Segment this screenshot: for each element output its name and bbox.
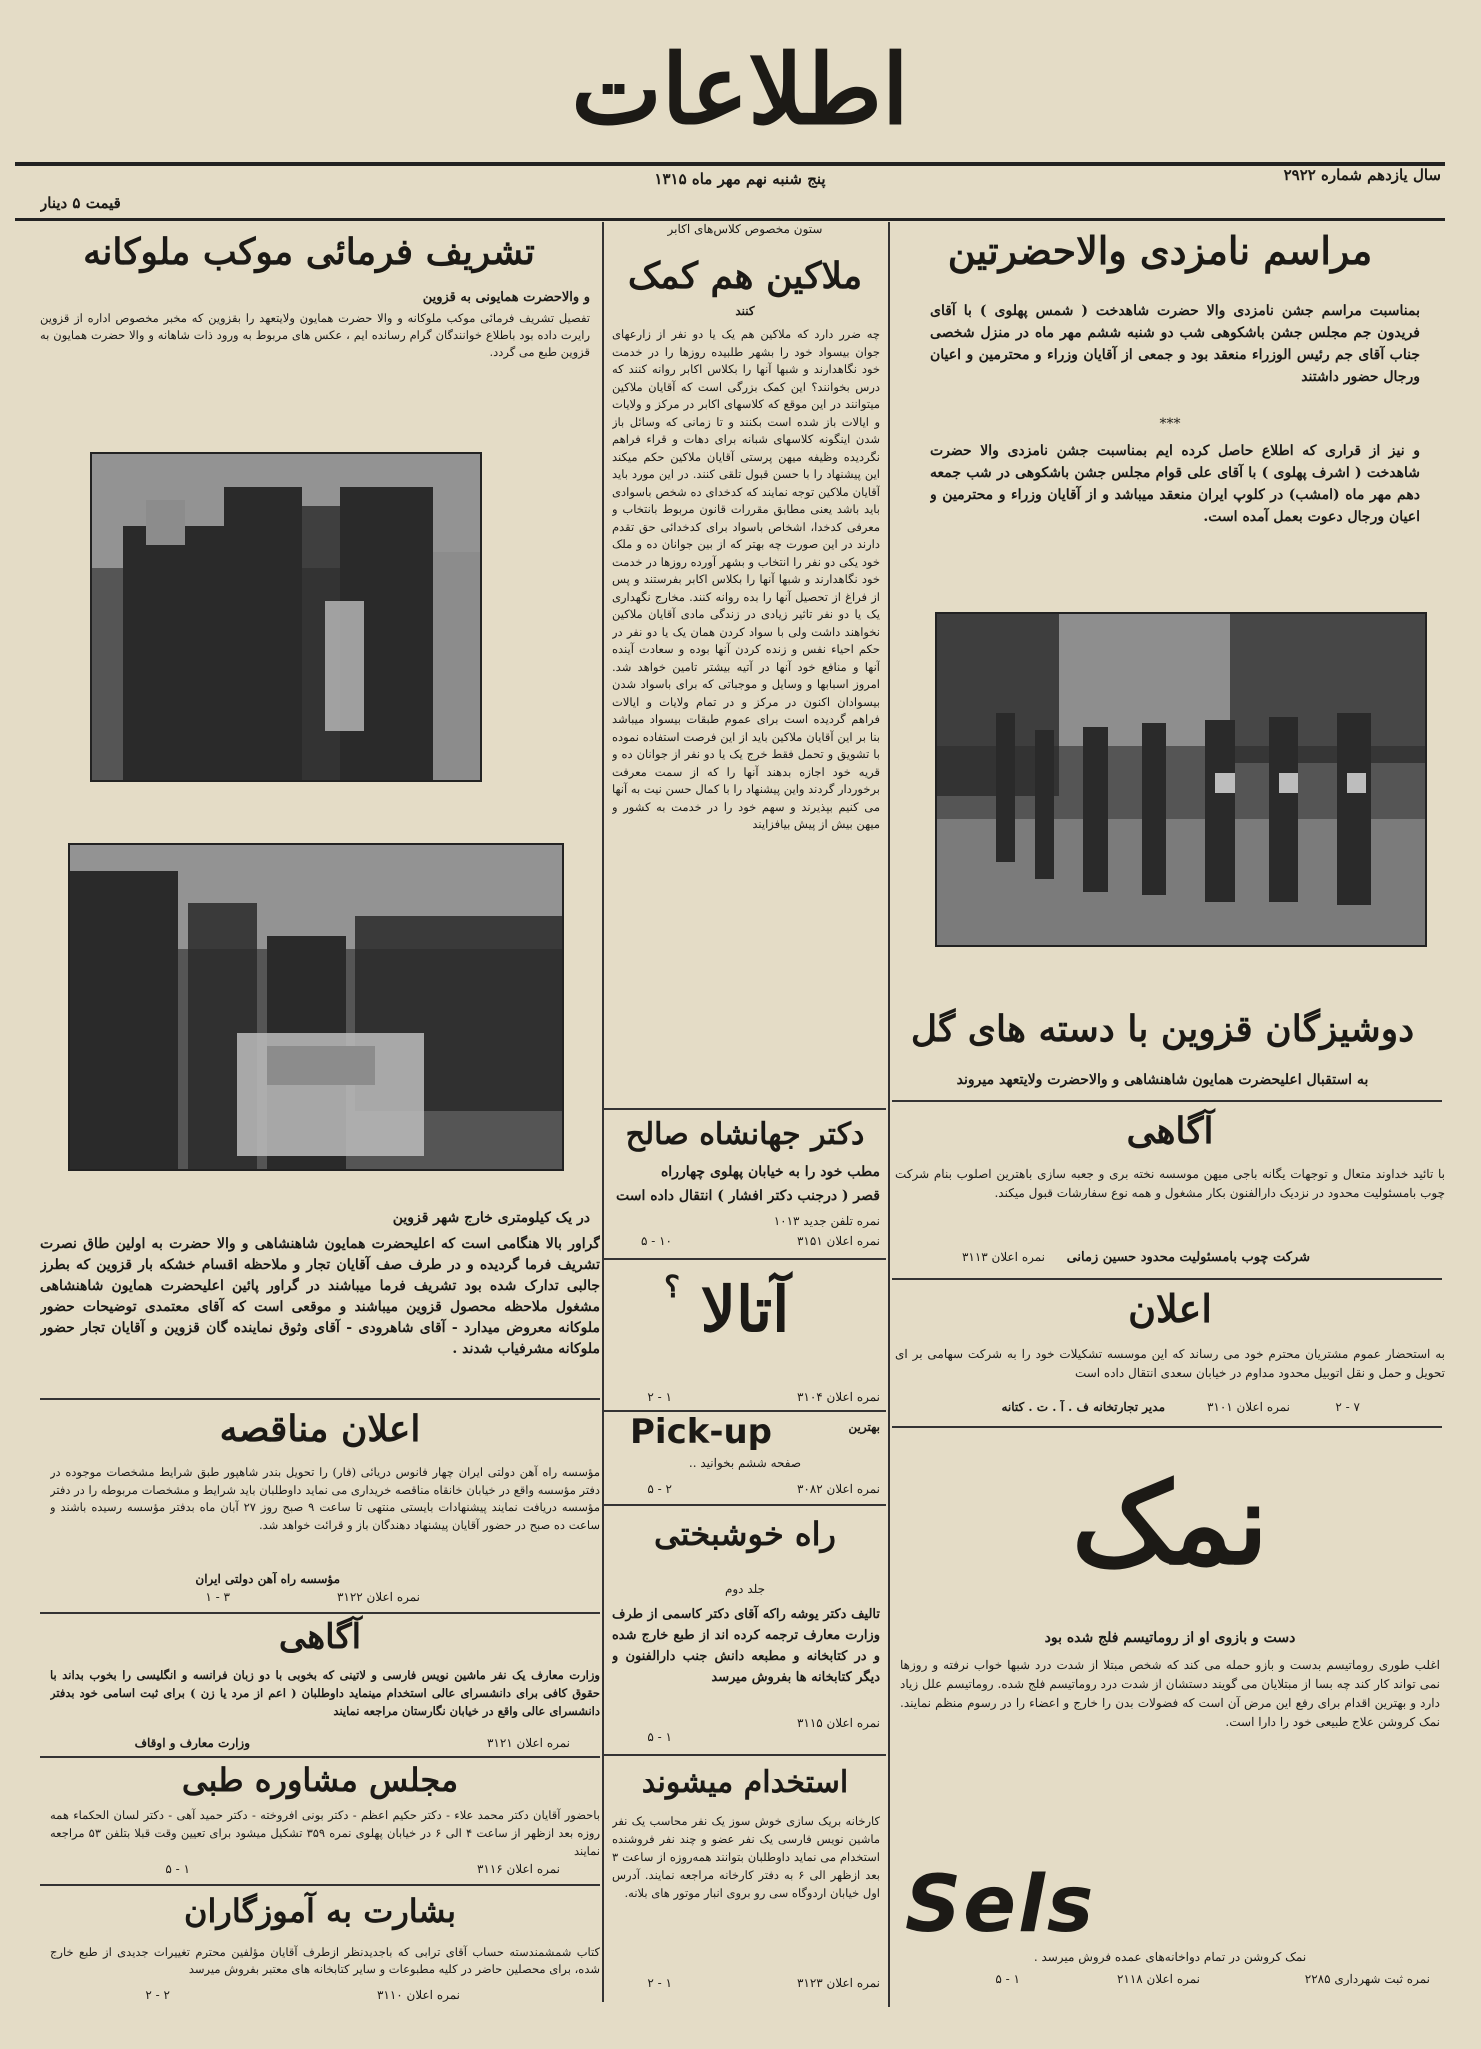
elan-company-code: ۷ - ۲	[1335, 1400, 1360, 1414]
elan-company-body: به استحضار عموم مشتریان محترم خود می رساند که این موسسه تشکیلات خود را به شرکت سهامی بر ای تحویل و حمل و نقل اتوبیل محدود مداوم در خیابان سعدی انتقال داده است	[895, 1347, 1445, 1380]
medical-code: ۱ - ۵	[165, 1862, 190, 1876]
agahi-typist-headline: آگاهی	[278, 1617, 362, 1657]
atala-qmark: ؟	[664, 1270, 680, 1305]
kruschen-brand: Sels	[905, 1860, 1096, 1950]
nomination-para1: بمناسبت مراسم جشن نامزدی والا حضرت شاهدخت ( شمس پهلوی ) با آقای فریدون جم مجلس جشن باشکوهی شب دو شنبه ششم مهر ماه در منزل شخصی جناب آقای جم رئیس الوزراء منعقد بود و جمعی از آقایان وزراء و محترمین و اعیان ورجال حضور داشتند	[930, 303, 1420, 385]
elan-company-headline: اعلان	[1128, 1286, 1212, 1331]
atala-headline: آتالا	[700, 1273, 790, 1346]
column-divider	[888, 1317, 890, 2007]
agahi-furniture-headline: آگاهی	[1126, 1110, 1214, 1152]
shah-caption-body: گراور بالا هنگامی است که اعلیحضرت همایون شاهنشاهی و والا حضرت به اولین طاق نصرت تشریف فرما گردیده و در طرف صف آقایان تجار و ملاحظه اقسام خشکه بار قزوین که بطرز جالبی تدارک شده بود تشریف فرما میباشند در گراور پائین اعلیحضرت همایون شاهنشاهی مشغول ملاحظه محصول قزوین میباشند و موقعی است که آقای معتمدی توضیحات حضور ملوکانه معروض میدارد - آقای شاهرودی - آقای وثوق نماینده گان قزوین و آقایان تجار حضور ملوکانه مشرفیاب شدند .	[40, 1236, 600, 1357]
section-divider	[40, 1884, 600, 1886]
book-volume: جلد دوم	[724, 1582, 766, 1596]
pickup-prefix: بهترین	[848, 1420, 880, 1434]
adult-column-headline: ملاکین هم کمک	[627, 255, 863, 297]
masthead-rule-bottom	[15, 218, 1445, 221]
section-divider	[604, 1504, 886, 1506]
doctor-line2: قصر ( درجنب دکتر افشار ) انتقال داده است	[616, 1188, 880, 1204]
elan-company-number: نمره اعلان ۳۱۰۱	[1206, 1400, 1290, 1414]
book-body: تالیف دکتر یوشه راکه آقای دکتر کاسمی از طرف وزارت معارف ترجمه کرده اند از طبع خارج شده و در کتابخانه و مطبعه دانش جنب دارالفنون و دیگر کتابخانه ها بفروش میرسد	[612, 1607, 880, 1685]
photo-girls-procession	[935, 612, 1427, 947]
agahi-typist-number: نمره اعلان ۳۱۲۱	[486, 1736, 570, 1750]
column-divider	[602, 222, 604, 2002]
kruschen-body: اغلب طوری روماتیسم بدست و بازو حمله می کند که شخص مبتلا از شدت درد شبها خواب نرفته و روزها نمی تواند کار کند چه بسا از مبتلایان می گویند دستشان از شدت درد روماتیسم فلج شده. روماتیسم علل زیاد دارد و بهترین اقدام برای رفع این مرض آن است که فضولات بدن را خارج و اعضاء را در رسوم منظم نمایند. نمک کروشن علاج طبیعی خود را دارا است.	[900, 1658, 1440, 1729]
tender-code: ۳ - ۱	[205, 1590, 230, 1604]
section-divider	[892, 1278, 1442, 1280]
book-headline: راه خوشبختی	[653, 1515, 836, 1553]
medical-body: باحضور آقایان دکتر محمد علاء - دکتر حکیم اعظم - دکتر بونی افروخته - دکتر حمید آهی - دکتر لسان الحکماء همه روزه بعد ازظهر از ساعت ۴ الی ۶ در خیابان پهلوی نمره ۳۵۹ تشکیل میشود برای تعیین وقت قبلا بتلفن ۵۳ مراجعه نمایند	[50, 1808, 600, 1858]
price	[40, 194, 140, 218]
pickup-number: نمره اعلان ۳۰۸۲	[796, 1482, 880, 1496]
kruschen-footer: نمک کروشن در تمام دواخانه‌های عمده فروش میرسد .	[1033, 1950, 1307, 1964]
adult-column-body: چه ضرر دارد که ملاکین هم یک یا دو نفر از زارعهای جوان بیسواد خود را بشهر طلبیده روزها را در خدمت خود نگاهدارند و شبها آنها را بکلاس اکابر روانه کنند که درس بخوانند؟ این کمک بزرگی است که آقایان ملاکین میتوانند در این موقع که کلاسهای اکابر در مرکز و ولایات و ایالات باز شده است بکنند و تا زمانی که وسائل باز شدن اینگونه کلاسهای شبانه برای دهات و قراء فراهم نگردیده وظیفه میهن پرستی آقایان ملاکین حکم میکند این پیشنهاد را با حسن قبول تلقی کنند. در این مورد باید آقایان ملاکین توجه نمایند که کدخدای ده شخص باسوادی باید باشد یعنی مطابق مقررات قانون مربوط بانتخاب و معرفی کدخدا، اشخاص باسواد برای کدخدائی حق تقدم دارند در این صورت چه بهتر که از بین جوانان ده و ملک خود یکی دو نفر را انتخاب و بشهر آورده روزها در خدمت خود نگاهدارند و شبها آنها را بکلاس اکابر بفرستند و پس از فراغ از تحصیل آنها را بده روانه کنند. مخارج نگهداری یک یا دو نفر تاثیر زیادی در زندگی مادی آقایان ملاکین نخواهند داشت ولی با سواد کردن همان یک یا دو نفر در حکم احیاء نفس و زنده کردن آنها بوده و سعادت آینده آنها و منافع خود آنها در آتیه بیشتر تامین خواهد شد. امروز اسبابها و وسایل و موجباتی که برای باسواد شدن بیسوادان اکنون در مرکز و در تمام ولایات و ایالات فراهم گردیده است برای عموم طبقات بیسواد میباشد بنا بر این آقایان ملاکین باید از این فرصت استفاده نموده با تشویق و تحمل فقط خرج یک یا دو نفر از جوانان ده و قریه خود اجازه بدهند آنها را که از سمت معرفت برخوردار گردند واین پیشنهاد را با کمال حسن نیت به آنها می کنیم بپذیرند و سهم خود را در خدمت به کشور و میهن بیش از پیش بیافزایند	[612, 327, 880, 831]
pickup-code: ۲ - ۵	[647, 1482, 672, 1496]
doctor-line1: مطب خود را به خیابان پهلوی چهارراه	[660, 1164, 880, 1180]
agahi-typist-signature: وزارت معارف و اوقاف	[134, 1736, 250, 1750]
kruschen-number: نمره اعلان ۲۱۱۸	[1116, 1972, 1200, 1986]
kruschen-tagline: دست و بازوی او از روماتیسم فلج شده بود	[1044, 1630, 1296, 1646]
teachers-number: نمره اعلان ۳۱۱۰	[376, 1988, 460, 2002]
agahi-furniture-signature: شرکت چوب بامسئولیت محدود حسین زمانی	[1066, 1250, 1310, 1265]
agahi-furniture-number: نمره اعلان ۳۱۱۳	[961, 1250, 1045, 1264]
column-divider	[888, 222, 890, 1317]
shah-visit-body: تفصیل تشریف فرمائی موکب ملوکانه و والا حضرت همایون ولایتعهد را بقزوین که مخبر مخصوص اداره از قزوین رایرت داده بود باطلاع خوانندگان گرام رسانده ایم ، عکس های مربوط به ورود ذات شاهانه و والا حضرت همایون به قزوین طبع می گردد.	[40, 311, 590, 359]
photo-shah-arrival	[90, 452, 482, 782]
hiring-code: ۱ - ۲	[647, 1976, 672, 1990]
elan-company-signature: مدیر تجارتخانه ف . آ . ت . کتانه	[1001, 1400, 1165, 1414]
section-divider	[892, 1100, 1442, 1102]
teachers-body: کتاب شمشمندسته حساب آقای ترابی که باجدیدنظر ازطرف آقایان مؤلفین محترم تغییرات جدیدی از طبع خارج شده، برای محصلین حاضر در کلیه مطبوعات و سایر کتابخانه های معتبر بفروش میرسد	[50, 1945, 600, 1976]
tender-signature: مؤسسه راه آهن دولتی ایران	[195, 1572, 340, 1586]
kruschen-headline: نمک	[1071, 1459, 1269, 1590]
hiring-number: نمره اعلان ۳۱۲۳	[796, 1976, 880, 1990]
atala-code: ۱ - ۲	[647, 1390, 672, 1404]
tender-headline: اعلان مناقصه	[219, 1408, 421, 1450]
section-divider	[892, 1426, 1442, 1428]
adult-column-kicker: ستون مخصوص کلاس‌های اکابر	[667, 222, 823, 236]
book-number: نمره اعلان ۳۱۱۵	[796, 1716, 880, 1730]
section-divider	[604, 1108, 886, 1110]
tender-number: نمره اعلان ۳۱۲۲	[336, 1590, 420, 1604]
hiring-body: کارخانه بریک سازی خوش سوز یک نفر محاسب یک نفر ماشین نویس فارسی یک نفر عضو و چند نفر فروشنده استخدام می نماید داوطلبان بتوانند همه‌روزه از ساعت ۳ بعد ازظهر الی ۶ به دفتر کارخانه مراجعه نمایند. آدرس اول خیابان اردوگاه سی رو بروی انبار موتور های بلانه.	[612, 1814, 880, 1900]
agahi-furniture-body: با تائید خداوند متعال و توجهات یگانه باجی میهن موسسه نخته بری و جعبه سازی باهترین اصلوب بنام شرکت چوب بامسئولیت محدود در نزدیک دارالفنون بکار مشغول و همه نوع سفارشات قبول میکند.	[895, 1167, 1445, 1200]
section-divider	[604, 1258, 886, 1260]
tender-body: مؤسسه راه آهن دولتی ایران چهار فانوس دریائی (فار) را تحویل بندر شاهپور طبق شرایط مشخصات موجوده در دفتر مؤسسه واقع در خیابان خانقاه مناقصه خریداری می نماید داوطلبان باید شرایط و مشخصات مربوطه را در دفتر مؤسسه دریافت نمایند پیشنهادات بایستی منتهی تا ساعت ۹ صبح روز ۲۷ آبان ماه بدفتر مؤسسه رسیده باشند و ساعت ده صبح در حضور آقایان پیشنهاد دهندگان باز و قرائت خواهد شد.	[50, 1465, 600, 1532]
doctor-headline: دکتر جهانشاه صالح	[625, 1117, 865, 1152]
nomination-separator: ***	[1159, 416, 1181, 432]
doctor-code: ۱۰ - ۵	[640, 1234, 672, 1248]
girls-subhead: به استقبال اعلیحضرت همایون شاهنشاهی و والاحضرت ولایتعهد میروند	[956, 1072, 1369, 1088]
hiring-headline: استخدام میشوند	[641, 1765, 849, 1800]
issue-number: سال یازدهم شماره ۲۹۲۲	[1283, 166, 1441, 184]
section-divider	[604, 1754, 886, 1756]
nomination-para2: و نیز از قراری که اطلاع حاصل کرده ایم بمناسبت جشن نامزدی والا حضرت شاهدخت ( اشرف پهلوی ) با آقای علی قوام مجلس جشن باشکوهی در شب جمعه دهم مهر ماه (امشب) در کلوپ ایران منعقد میباشد و از آقایان وزراء و محترمین و اعیان ورجال دعوت بعمل آمده است.	[930, 443, 1420, 525]
girls-headline: دوشیزگان قزوین با دسته های گل	[910, 1008, 1415, 1050]
atala-number: نمره اعلان ۳۱۰۴	[796, 1390, 880, 1404]
teachers-headline: بشارت به آموزگاران	[184, 1892, 456, 1930]
kruschen-registration: نمره ثبت شهرداری ۲۲۸۵	[1304, 1972, 1430, 1986]
price-label: قیمت	[85, 194, 121, 212]
issue-date: پنج شنبه نهم مهر ماه ۱۳۱۵	[654, 170, 826, 188]
kruschen-code: ۱ - ۵	[995, 1972, 1020, 1986]
shah-visit-headline: تشریف فرمائی موکب ملوکانه	[83, 231, 535, 273]
doctor-number: نمره اعلان ۳۱۵۱	[796, 1234, 880, 1248]
nomination-headline: مراسم نامزدی والاحضرتین	[947, 228, 1373, 273]
medical-number: نمره اعلان ۳۱۱۶	[476, 1862, 560, 1876]
shah-caption-title: در یک کیلومتری خارج شهر قزوین	[392, 1210, 590, 1226]
photo-shah-inspection	[68, 843, 564, 1171]
book-code: ۱ - ۵	[647, 1730, 672, 1744]
doctor-phone: نمره تلفن جدید ۱۰۱۳	[773, 1214, 880, 1228]
masthead-title: اطلاعات	[571, 33, 909, 146]
shah-visit-subhead: و والاحضرت همایونی به قزوین	[422, 290, 590, 305]
teachers-code: ۲ - ۲	[145, 1988, 170, 2002]
adult-column-subhead: کنند	[735, 304, 755, 318]
section-divider	[40, 1398, 600, 1400]
agahi-typist-body: وزارت معارف یک نفر ماشین نویس فارسی و لاتینی که بخوبی با دو زبان فرانسه و انگلیسی را بخوب بداند با حقوق کافی برای دانشسرای عالی استخدام مینماید داوطلبان ( اعم از مرد یا زن ) برای ثبت اسامی خود بدفتر دانشسرای عالی واقع در خیابان نگارستان مراجعه نمایند	[50, 1668, 600, 1718]
medical-headline: مجلس مشاوره طبی	[181, 1761, 459, 1799]
pickup-line: صفحه ششم بخوانید ..	[688, 1456, 802, 1470]
price-value: ۵ دینار	[40, 194, 81, 212]
pickup-headline: Pick-up	[630, 1412, 772, 1452]
